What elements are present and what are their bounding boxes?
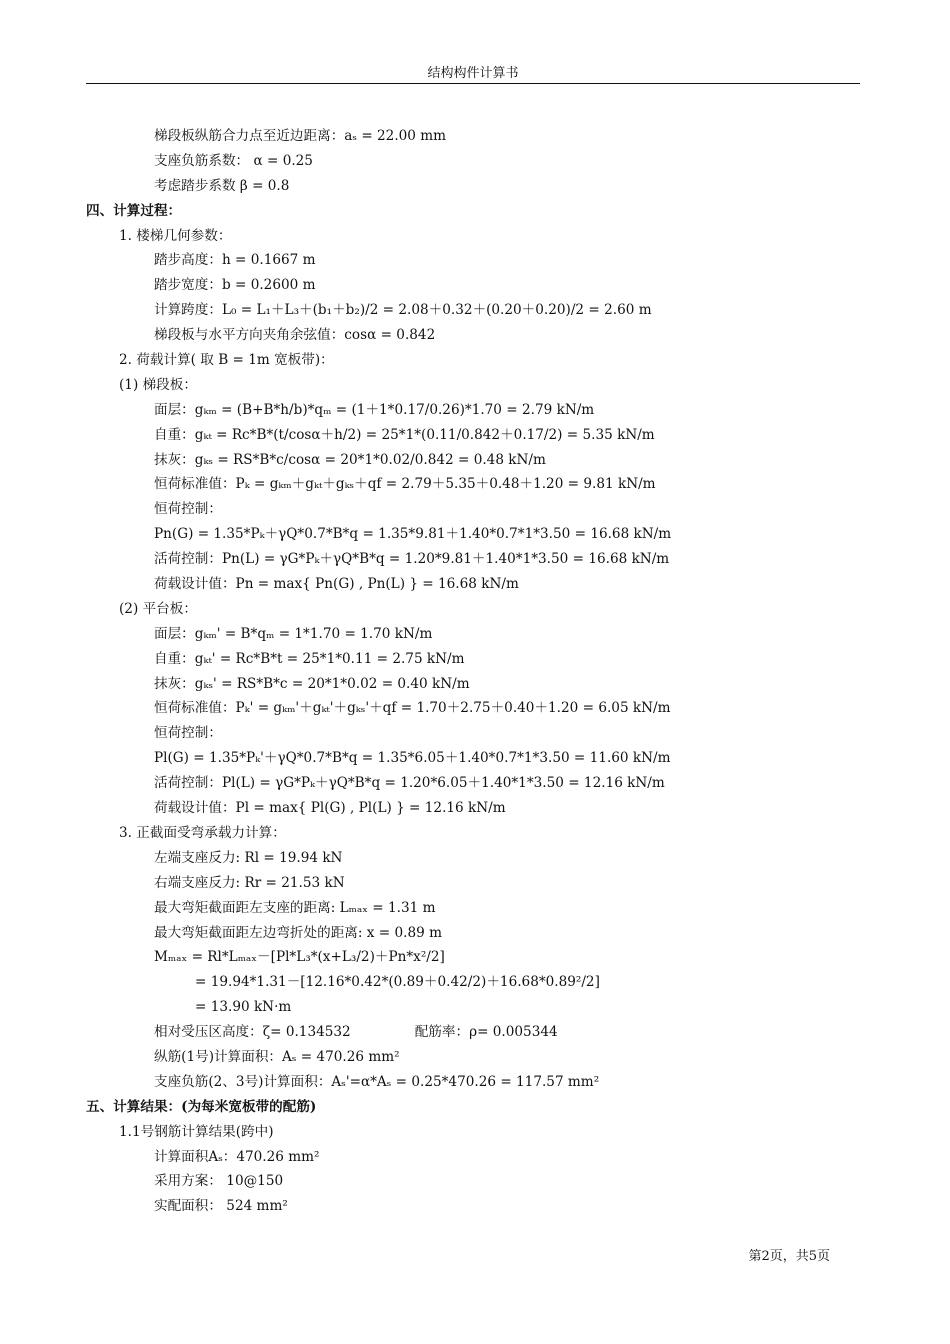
calc-line bbox=[0, 970, 950, 995]
calc-line-text: 活荷控制：Pl(L) = γG*Pₖ＋γQ*B*q = 1.20*6.05＋1.40*1*3.50 = 12.16 kN/m bbox=[154, 775, 665, 792]
calc-line bbox=[0, 921, 950, 946]
calc-line bbox=[0, 522, 950, 547]
calc-line-text: 恒荷控制： bbox=[154, 725, 222, 742]
calc-line bbox=[0, 721, 950, 746]
calc-line-text: 1.1号钢筋计算结果(跨中) bbox=[119, 1123, 274, 1140]
calc-line bbox=[0, 672, 950, 697]
calc-line-text: Mₘₐₓ = Rl*Lₘₐₓ－[Pl*L₃*(x+L₃/2)＋Pn*x²/2] bbox=[154, 949, 445, 966]
calc-line-text: 恒荷标准值：Pₖ = gₖₘ＋gₖₜ＋gₖₛ＋qf = 2.79＋5.35＋0.48＋1.20 = 9.81 kN/m bbox=[154, 476, 656, 493]
calc-line bbox=[0, 174, 950, 199]
calc-line bbox=[0, 323, 950, 348]
calc-line-text: 计算跨度：L₀ = L₁＋L₃＋(b₁＋b₂)/2 = 2.08＋0.32＋(0.20＋0.20)/2 = 2.60 m bbox=[154, 302, 652, 319]
calc-line-text: 抹灰：gₖₛ = RS*B*c/cosα = 20*1*0.02/0.842 = 0.48 kN/m bbox=[154, 451, 546, 468]
calc-line-text: 踏步宽度：b = 0.2600 m bbox=[154, 277, 316, 294]
page-number: 第2页，共5页 bbox=[748, 1249, 830, 1264]
calc-line-text: 抹灰：gₖₛ' = RS*B*c = 20*1*0.02 = 0.40 kN/m bbox=[154, 675, 470, 692]
calc-line bbox=[0, 846, 950, 871]
calc-line-text: Pl(G) = 1.35*Pₖ'＋γQ*0.7*B*q = 1.35*6.05＋1.40*0.7*1*3.50 = 11.60 kN/m bbox=[154, 750, 671, 767]
calc-line bbox=[0, 472, 950, 497]
calc-line-text: 四、计算过程： bbox=[86, 202, 182, 219]
calc-line-text: 恒荷标准值：Pₖ' = gₖₘ'＋gₖₜ'＋gₖₛ'＋qf = 1.70＋2.75＋0.40＋1.20 = 6.05 kN/m bbox=[154, 700, 671, 717]
calc-line-text: 3. 正截面受弯承载力计算： bbox=[119, 824, 286, 841]
calc-line-text: 支座负筋系数： α = 0.25 bbox=[154, 152, 313, 169]
calc-line-text: 梯段板纵筋合力点至近边距离：aₛ = 22.00 mm bbox=[154, 128, 447, 144]
calc-line bbox=[0, 547, 950, 572]
calc-line-text: 恒荷控制： bbox=[154, 501, 222, 518]
calc-line bbox=[0, 124, 950, 149]
calc-line-text: 活荷控制：Pn(L) = γG*Pₖ＋γQ*B*q = 1.20*9.81＋1.40*1*3.50 = 16.68 kN/m bbox=[154, 551, 670, 568]
calc-line bbox=[0, 995, 950, 1020]
calc-line bbox=[0, 273, 950, 298]
calc-line bbox=[0, 622, 950, 647]
calc-line bbox=[0, 1020, 950, 1045]
calc-line-text: 踏步高度：h = 0.1667 m bbox=[154, 252, 316, 269]
calc-line-text: 梯段板与水平方向夹角余弦值：cosα = 0.842 bbox=[154, 327, 436, 344]
calc-line-text: (2) 平台板： bbox=[119, 600, 197, 617]
calc-line bbox=[0, 796, 950, 821]
calc-line-text: 最大弯矩截面距左支座的距离: Lₘₐₓ = 1.31 m bbox=[154, 899, 436, 916]
calc-line bbox=[0, 597, 950, 622]
calc-line-text: 最大弯矩截面距左边弯折处的距离: x = 0.89 m bbox=[154, 924, 442, 941]
calc-line bbox=[0, 1169, 950, 1194]
calc-line bbox=[0, 199, 950, 224]
calc-line bbox=[0, 1194, 950, 1219]
calc-line bbox=[0, 647, 950, 672]
calc-line bbox=[0, 448, 950, 473]
calc-line-text: Pn(G) = 1.35*Pₖ＋γQ*0.7*B*q = 1.35*9.81＋1.40*0.7*1*3.50 = 16.68 kN/m bbox=[154, 526, 672, 543]
calc-line bbox=[0, 746, 950, 771]
calc-line-text: 相对受压区高度：ζ= 0.134532 bbox=[154, 1024, 351, 1041]
calc-line-text: 五、计算结果：(为每米宽板带的配筋) bbox=[86, 1098, 317, 1115]
calc-line-text: 自重：gₖₜ' = Rc*B*t = 25*1*0.11 = 2.75 kN/m bbox=[154, 650, 465, 667]
page-header-title: 结构构件计算书 bbox=[427, 66, 519, 81]
calc-line bbox=[0, 1120, 950, 1145]
calc-line-text: 自重：gₖₜ = Rc*B*(t/cosα＋h/2) = 25*1*(0.11/0.842＋0.17/2) = 5.35 kN/m bbox=[154, 426, 655, 443]
calc-line-text: 左端支座反力: Rl = 19.94 kN bbox=[154, 849, 343, 866]
calc-line-text: 实配面积： 524 mm² bbox=[154, 1198, 288, 1215]
calc-line-text: 右端支座反力: Rr = 21.53 kN bbox=[154, 874, 345, 891]
calc-line-text: = 13.90 kN·m bbox=[195, 999, 292, 1016]
calc-line bbox=[0, 1070, 950, 1095]
calc-line bbox=[0, 348, 950, 373]
calc-line bbox=[0, 572, 950, 597]
calculation-body bbox=[0, 124, 950, 1219]
calc-line bbox=[0, 224, 950, 249]
calc-line-text: 荷载设计值：Pl = max{ Pl(G) , Pl(L) } = 12.16 kN/m bbox=[154, 800, 506, 817]
calc-line bbox=[0, 248, 950, 273]
calc-line bbox=[0, 1145, 950, 1170]
calc-line bbox=[0, 771, 950, 796]
calc-line-text: 2. 荷载计算( 取 B = 1m 宽板带)： bbox=[119, 352, 334, 369]
calc-line-text: 1. 楼梯几何参数： bbox=[119, 227, 232, 244]
calc-line bbox=[0, 1045, 950, 1070]
calc-line-text: 纵筋(1号)计算面积：Aₛ = 470.26 mm² bbox=[154, 1048, 400, 1065]
calc-line-text: 面层：gₖₘ' = B*qₘ = 1*1.70 = 1.70 kN/m bbox=[154, 625, 433, 642]
calc-line bbox=[0, 1095, 950, 1120]
calc-line-text: 计算面积Aₛ：470.26 mm² bbox=[154, 1148, 320, 1165]
calc-line-text: = 19.94*1.31－[12.16*0.42*(0.89＋0.42/2)＋16.68*0.89²/2] bbox=[195, 974, 600, 991]
calc-line bbox=[0, 896, 950, 921]
calc-line bbox=[0, 373, 950, 398]
calc-line bbox=[0, 945, 950, 970]
calc-line bbox=[0, 423, 950, 448]
calc-line bbox=[0, 497, 950, 522]
calc-line bbox=[0, 398, 950, 423]
calc-line-text: 支座负筋(2、3号)计算面积：Aₛ'=α*Aₛ = 0.25*470.26 = 117.57 mm² bbox=[154, 1073, 600, 1090]
calc-line bbox=[0, 871, 950, 896]
calc-line-text: 采用方案： 10@150 bbox=[154, 1173, 284, 1190]
calc-line bbox=[0, 298, 950, 323]
calc-line bbox=[0, 149, 950, 174]
calc-line bbox=[0, 696, 950, 721]
calc-line-text: 考虑踏步系数 β = 0.8 bbox=[154, 177, 290, 194]
calc-line-text: 荷载设计值：Pn = max{ Pn(G) , Pn(L) } = 16.68 kN/m bbox=[154, 576, 519, 593]
calc-line-text-secondary: 配筋率：ρ= 0.005344 bbox=[414, 1024, 558, 1041]
calc-line bbox=[0, 821, 950, 846]
calc-line-text: 面层：gₖₘ = (B+B*h/b)*qₘ = (1＋1*0.17/0.26)*1.70 = 2.79 kN/m bbox=[154, 401, 595, 418]
header-rule bbox=[86, 83, 860, 84]
calc-line-text: (1) 梯段板： bbox=[119, 376, 197, 393]
